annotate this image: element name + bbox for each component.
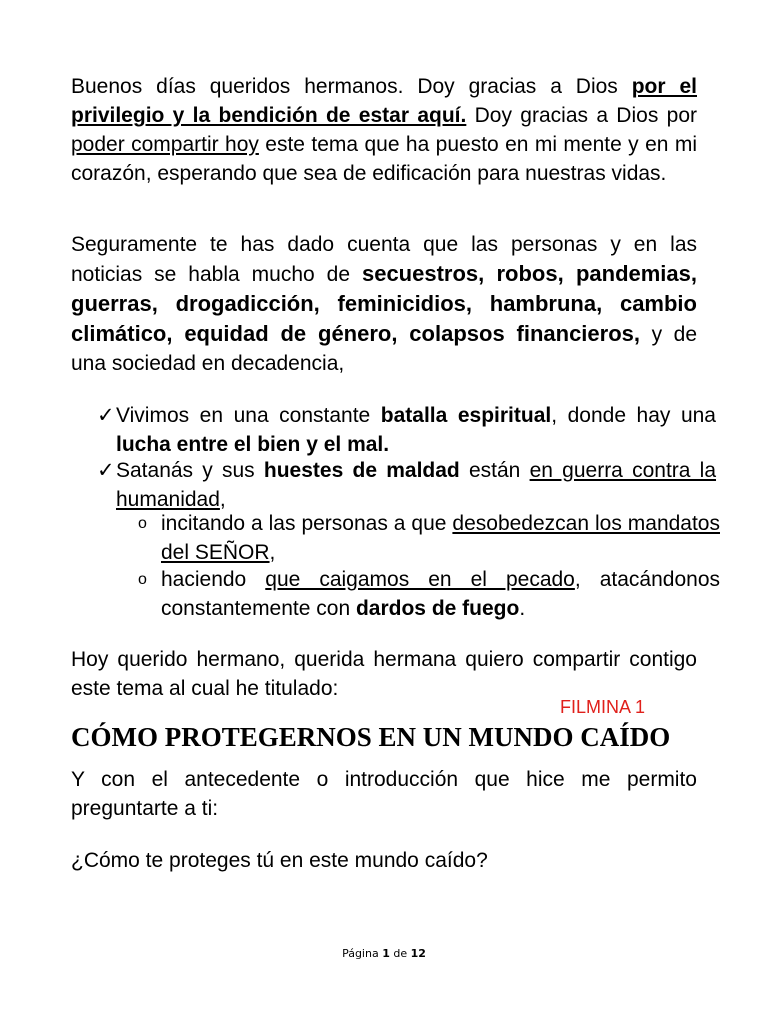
bold-run: dardos de fuego (355, 597, 520, 620)
text-run: Satanás y sus (116, 459, 264, 482)
underlined-run: poder compartir hoy (71, 133, 259, 156)
text-run: haciendo (161, 568, 266, 591)
sub-item (138, 565, 720, 623)
underlined-run: que caigamos en el pecado (265, 568, 575, 591)
circle-bullet-icon: o (138, 515, 147, 532)
check-item (97, 401, 716, 459)
check-item (97, 456, 716, 514)
text-run: . (519, 597, 526, 620)
total-page-count: 12 (410, 947, 426, 960)
checkmark-icon: ✓ (97, 459, 115, 482)
footer-label: Página (342, 947, 383, 960)
bold-run: lucha entre el bien y el mal. (116, 433, 390, 456)
circle-bullet-icon: o (138, 571, 147, 588)
text-run: Doy gracias a Dios por (466, 104, 697, 127)
text-run: Vivimos en una constante (116, 404, 381, 427)
section-heading: CÓMO PROTEGERNOS EN UN MUNDO CAÍDO (71, 722, 671, 752)
slide-label: FILMINA 1 (560, 697, 646, 717)
checkmark-icon: ✓ (97, 404, 115, 427)
text-run: Buenos días queridos hermanos. Doy gracias a Dios (71, 75, 632, 98)
footer-separator: de (389, 947, 411, 960)
sub-item (138, 509, 720, 567)
bold-run: huestes de maldad (263, 459, 460, 482)
paragraph-news (71, 230, 697, 378)
underlined-run: en guerra contra la humanidad (116, 459, 717, 511)
text-run: , donde hay una (551, 404, 716, 427)
text-run: Seguramente te has dado cuenta que las personas y en las noticias se habla mucho de (71, 233, 697, 286)
paragraph-intro: Hoy querido hermano, querida hermana quiero compartir contigo este tema al cual he titulado: (71, 648, 697, 700)
text-run: , (269, 541, 276, 564)
text-run: , (219, 488, 226, 511)
emphasis-run: secuestros, robos, pandemias, guerras, drogadicción, feminicidios, hambruna, cambio climático, equidad de género, colapsos financieros, (71, 261, 698, 346)
text-run: , atacándonos constantemente con (161, 568, 720, 620)
paragraph-greeting (71, 72, 697, 188)
bold-run: batalla espiritual (380, 404, 552, 427)
text-run: están (459, 459, 530, 482)
text-run: este tema que ha puesto en mi mente y en mi corazón, esperando que sea de edificación para nuestras vidas. (71, 133, 697, 185)
page-footer (0, 946, 768, 962)
underlined-run: desobedezcan los mandatos del SEÑOR (161, 512, 720, 564)
text-run: y de una sociedad en decadencia, (71, 323, 697, 375)
paragraph-question-intro: Y con el antecedente o introducción que hice me permito preguntarte a ti: (71, 768, 697, 820)
current-page-number: 1 (382, 947, 390, 960)
paragraph-question: ¿Cómo te proteges tú en este mundo caído? (71, 849, 488, 872)
emphasis-run: por el privilegio y la bendición de estar aquí. (71, 75, 697, 127)
text-run: incitando a las personas a que (161, 512, 453, 535)
